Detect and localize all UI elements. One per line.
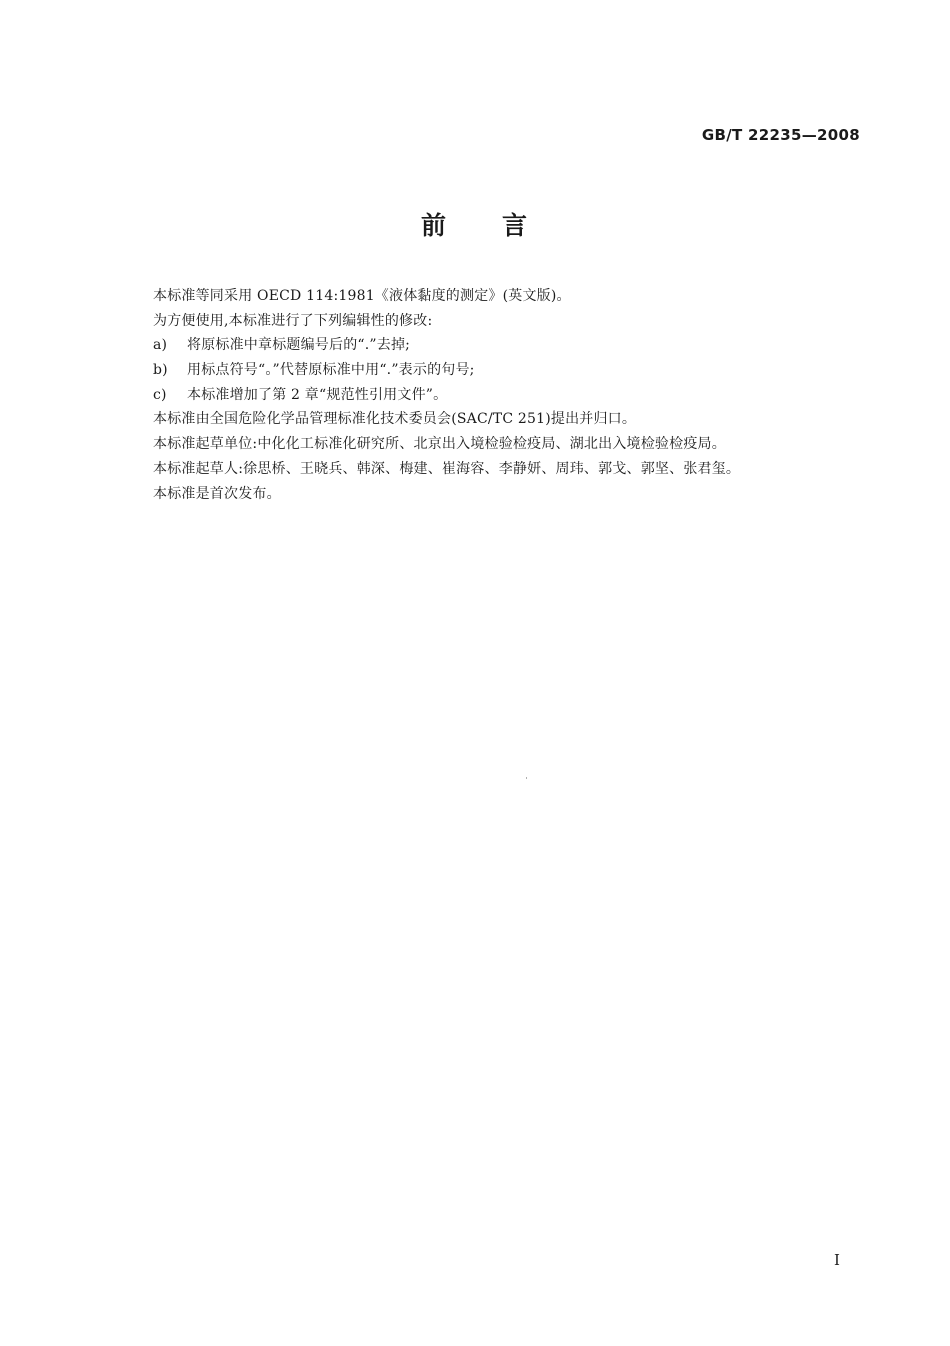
list-item	[153, 383, 853, 408]
list-marker: b)	[153, 362, 168, 379]
list-item-text: 用标点符号“。”代替原标准中用“.”表示的句号;	[187, 362, 475, 379]
foreword-body	[153, 284, 853, 506]
paragraph-modifications-intro: 为方便使用,本标准进行了下列编辑性的修改:	[153, 312, 433, 329]
standard-number: GB/T 22235—2008	[701, 126, 860, 144]
list-marker: c)	[153, 386, 167, 403]
title-char-2: 言	[502, 211, 530, 240]
list-item-text: 本标准增加了第 2 章“规范性引用文件”。	[187, 386, 448, 403]
scan-speck	[526, 777, 527, 779]
paragraph-drafting-units: 本标准起草单位:中化化工标准化研究所、北京出入境检验检疫局、湖北出入境检验检疫局。	[153, 436, 726, 453]
page-title	[0, 206, 950, 242]
paragraph-first-release: 本标准是首次发布。	[153, 485, 281, 502]
paragraph-adoption: 本标准等同采用 OECD 114:1981《液体黏度的测定》(英文版)。	[153, 288, 571, 304]
paragraph-drafters: 本标准起草人:徐思桥、王晓兵、韩深、梅建、崔海容、李静妍、周玮、郭戈、郭坚、张君玺。	[153, 460, 741, 477]
list-item	[153, 333, 853, 358]
list-item	[153, 358, 853, 383]
paragraph-proposer: 本标准由全国危险化学品管理标准化技术委员会(SAC/TC 251)提出并归口。	[153, 411, 637, 428]
list-item-text: 将原标准中章标题编号后的“.”去掉;	[187, 337, 411, 354]
page-number: I	[834, 1251, 840, 1269]
list-marker: a)	[153, 337, 168, 354]
title-char-1: 前	[420, 211, 448, 240]
